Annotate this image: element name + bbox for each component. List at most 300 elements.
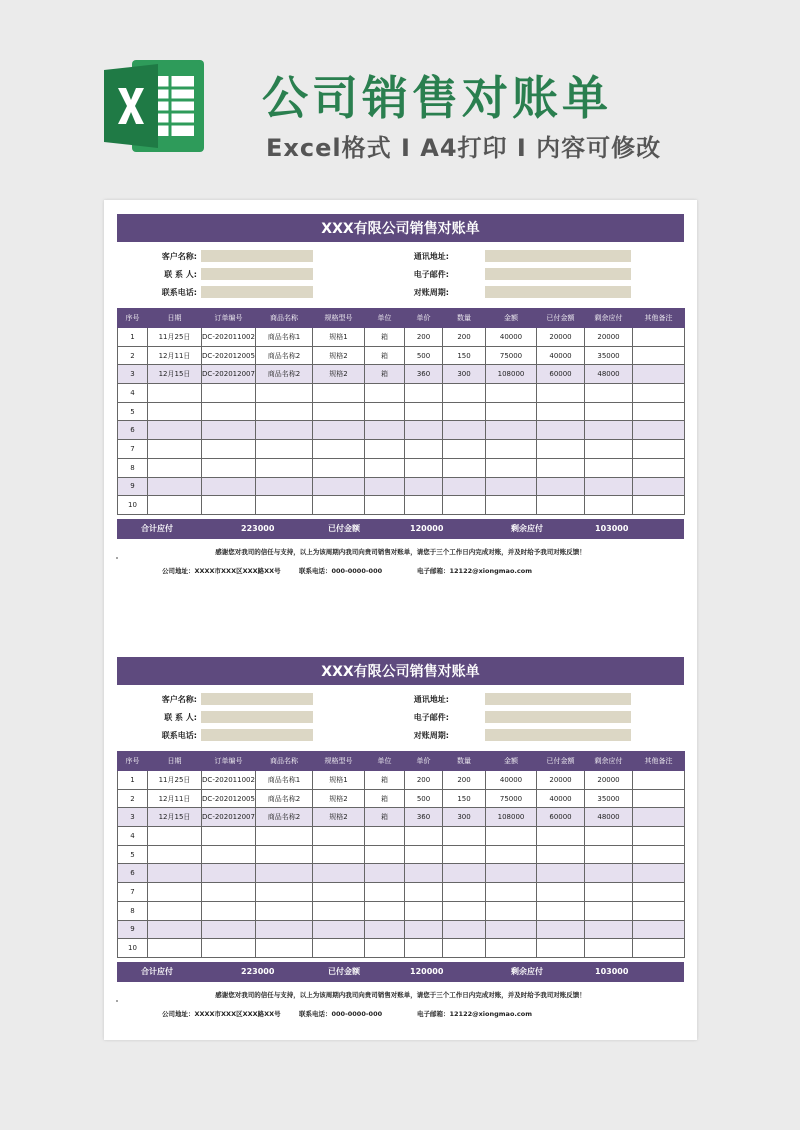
column-header: 已付金额	[537, 309, 585, 328]
table-cell[interactable]	[585, 883, 633, 902]
email-label: 电子邮件:	[413, 713, 449, 722]
table-cell[interactable]: 1	[118, 771, 148, 790]
table-cell[interactable]	[633, 808, 685, 827]
table-cell[interactable]	[148, 864, 202, 883]
table-cell[interactable]: 4	[118, 827, 148, 846]
table-cell[interactable]: 20000	[537, 771, 585, 790]
table-cell[interactable]	[486, 402, 537, 421]
table-cell[interactable]: 12月15日	[148, 808, 202, 827]
table-cell[interactable]	[256, 864, 313, 883]
table-cell[interactable]: 48000	[585, 365, 633, 384]
table-cell[interactable]	[148, 477, 202, 496]
table-cell[interactable]: 300	[443, 808, 486, 827]
table-cell[interactable]: 500	[405, 789, 443, 808]
table-cell[interactable]	[202, 920, 256, 939]
table-cell[interactable]	[537, 496, 585, 515]
table-cell[interactable]	[633, 346, 685, 365]
table-cell[interactable]	[148, 402, 202, 421]
table-cell[interactable]	[537, 440, 585, 459]
table-cell[interactable]	[443, 883, 486, 902]
table-cell[interactable]	[633, 920, 685, 939]
table-cell[interactable]	[148, 883, 202, 902]
table-cell[interactable]	[633, 402, 685, 421]
table-cell[interactable]: 108000	[486, 365, 537, 384]
period-field[interactable]	[485, 286, 631, 298]
table-cell[interactable]	[405, 845, 443, 864]
table-cell[interactable]: 48000	[585, 808, 633, 827]
table-cell[interactable]	[537, 402, 585, 421]
table-cell[interactable]	[256, 827, 313, 846]
table-cell[interactable]	[202, 496, 256, 515]
table-cell[interactable]	[365, 458, 405, 477]
table-cell[interactable]	[537, 384, 585, 403]
table-cell[interactable]	[585, 477, 633, 496]
table-cell[interactable]	[313, 384, 365, 403]
table-cell[interactable]	[202, 883, 256, 902]
table-cell[interactable]	[365, 477, 405, 496]
table-cell[interactable]: 箱	[365, 365, 405, 384]
table-cell[interactable]	[486, 920, 537, 939]
statement-title: XXX有限公司销售对账单	[117, 214, 684, 242]
table-cell[interactable]	[633, 496, 685, 515]
table-cell[interactable]: 150	[443, 346, 486, 365]
table-row	[118, 328, 685, 347]
table-cell[interactable]	[256, 477, 313, 496]
table-cell[interactable]: 4	[118, 384, 148, 403]
table-cell[interactable]: 60000	[537, 365, 585, 384]
table-cell[interactable]: 8	[118, 901, 148, 920]
table-cell[interactable]: 40000	[537, 789, 585, 808]
table-cell[interactable]	[585, 384, 633, 403]
phone-label: 联系电话:	[161, 731, 197, 740]
remaining-due-value: 103000	[595, 967, 629, 977]
table-cell[interactable]	[148, 920, 202, 939]
table-cell[interactable]	[585, 458, 633, 477]
table-cell[interactable]	[537, 845, 585, 864]
customer-name-field[interactable]	[201, 250, 313, 262]
table-cell[interactable]: 300	[443, 365, 486, 384]
column-header: 订单编号	[202, 309, 256, 328]
table-cell[interactable]	[256, 920, 313, 939]
table-cell[interactable]	[537, 458, 585, 477]
table-cell[interactable]: 40000	[486, 771, 537, 790]
table-cell[interactable]	[585, 402, 633, 421]
table-cell[interactable]	[443, 402, 486, 421]
table-cell[interactable]	[365, 920, 405, 939]
table-cell[interactable]: 11月25日	[148, 328, 202, 347]
table-cell[interactable]	[256, 901, 313, 920]
table-cell[interactable]	[313, 864, 365, 883]
table-cell[interactable]: 10	[118, 939, 148, 958]
table-cell[interactable]	[365, 827, 405, 846]
table-cell[interactable]	[443, 901, 486, 920]
table-cell[interactable]	[202, 845, 256, 864]
table-cell[interactable]	[405, 440, 443, 459]
promo-header	[0, 0, 800, 190]
table-cell[interactable]	[633, 827, 685, 846]
table-cell[interactable]: 40000	[537, 346, 585, 365]
table-row	[118, 845, 685, 864]
table-cell[interactable]	[443, 477, 486, 496]
table-cell[interactable]	[313, 845, 365, 864]
table-cell[interactable]: 商品名称2	[256, 808, 313, 827]
table-cell[interactable]	[537, 421, 585, 440]
customer-name-field[interactable]	[201, 693, 313, 705]
table-cell[interactable]	[256, 496, 313, 515]
table-cell[interactable]: 箱	[365, 346, 405, 365]
table-cell[interactable]: 40000	[486, 328, 537, 347]
table-cell[interactable]: 规格1	[313, 771, 365, 790]
table-cell[interactable]	[365, 384, 405, 403]
table-cell[interactable]	[365, 402, 405, 421]
table-cell[interactable]	[405, 402, 443, 421]
table-cell[interactable]	[486, 939, 537, 958]
table-row	[118, 458, 685, 477]
table-cell[interactable]: DC-202011002	[202, 771, 256, 790]
table-cell[interactable]	[202, 901, 256, 920]
table-cell[interactable]	[405, 421, 443, 440]
table-cell[interactable]: 150	[443, 789, 486, 808]
table-cell[interactable]	[537, 827, 585, 846]
table-cell[interactable]	[148, 496, 202, 515]
contact-person-field[interactable]	[201, 268, 313, 280]
table-cell[interactable]	[443, 384, 486, 403]
table-cell[interactable]: 5	[118, 402, 148, 421]
table-cell[interactable]: 11月25日	[148, 771, 202, 790]
table-cell[interactable]	[256, 939, 313, 958]
table-cell[interactable]: 商品名称1	[256, 771, 313, 790]
table-cell[interactable]	[633, 845, 685, 864]
table-cell[interactable]	[585, 496, 633, 515]
table-cell[interactable]: DC-202012005	[202, 789, 256, 808]
table-cell[interactable]	[148, 421, 202, 440]
table-cell[interactable]	[313, 458, 365, 477]
table-cell[interactable]	[585, 864, 633, 883]
table-cell[interactable]	[202, 864, 256, 883]
table-cell[interactable]	[365, 421, 405, 440]
column-header: 订单编号	[202, 752, 256, 771]
table-cell[interactable]	[313, 827, 365, 846]
table-cell[interactable]	[585, 920, 633, 939]
table-cell[interactable]	[256, 402, 313, 421]
table-cell[interactable]: 箱	[365, 328, 405, 347]
table-row	[118, 827, 685, 846]
table-cell[interactable]	[486, 421, 537, 440]
table-cell[interactable]	[633, 458, 685, 477]
table-cell[interactable]: 500	[405, 346, 443, 365]
table-cell[interactable]: 9	[118, 920, 148, 939]
table-cell[interactable]	[486, 845, 537, 864]
table-cell[interactable]: DC-202012007	[202, 365, 256, 384]
email-field[interactable]	[485, 711, 631, 723]
table-cell[interactable]	[313, 883, 365, 902]
table-cell[interactable]	[633, 440, 685, 459]
table-cell[interactable]: 规格2	[313, 789, 365, 808]
table-cell[interactable]: 箱	[365, 808, 405, 827]
table-cell[interactable]	[405, 901, 443, 920]
table-cell[interactable]: DC-202012007	[202, 808, 256, 827]
column-header: 序号	[118, 309, 148, 328]
table-cell[interactable]: 3	[118, 808, 148, 827]
table-cell[interactable]	[633, 771, 685, 790]
email-label: 电子邮件:	[413, 270, 449, 279]
table-cell[interactable]: 7	[118, 883, 148, 902]
table-cell[interactable]	[148, 827, 202, 846]
table-cell[interactable]: 75000	[486, 789, 537, 808]
table-cell[interactable]	[365, 939, 405, 958]
table-cell[interactable]	[405, 477, 443, 496]
table-cell[interactable]: 7	[118, 440, 148, 459]
table-cell[interactable]	[313, 402, 365, 421]
table-cell[interactable]	[486, 864, 537, 883]
table-cell[interactable]	[633, 477, 685, 496]
table-cell[interactable]: DC-202011002	[202, 328, 256, 347]
table-cell[interactable]	[313, 477, 365, 496]
table-cell[interactable]: 5	[118, 845, 148, 864]
table-cell[interactable]	[486, 440, 537, 459]
column-header: 规格型号	[313, 309, 365, 328]
table-cell[interactable]: 商品名称1	[256, 328, 313, 347]
table-cell[interactable]	[313, 496, 365, 515]
table-cell[interactable]	[585, 845, 633, 864]
table-cell[interactable]	[486, 477, 537, 496]
table-cell[interactable]	[443, 421, 486, 440]
table-cell[interactable]: 60000	[537, 808, 585, 827]
table-cell[interactable]: 商品名称2	[256, 346, 313, 365]
table-cell[interactable]	[443, 440, 486, 459]
table-cell[interactable]	[365, 440, 405, 459]
table-cell[interactable]: 规格2	[313, 346, 365, 365]
table-row	[118, 939, 685, 958]
table-cell[interactable]	[202, 827, 256, 846]
excel-logo-icon	[104, 60, 204, 152]
email-field[interactable]	[485, 268, 631, 280]
contact-person-field[interactable]	[201, 711, 313, 723]
table-cell[interactable]: 108000	[486, 808, 537, 827]
table-cell[interactable]	[405, 384, 443, 403]
column-header: 商品名称	[256, 752, 313, 771]
phone-field[interactable]	[201, 286, 313, 298]
table-cell[interactable]	[202, 440, 256, 459]
table-cell[interactable]	[202, 458, 256, 477]
table-cell[interactable]	[405, 883, 443, 902]
table-cell[interactable]: 200	[405, 771, 443, 790]
table-cell[interactable]	[633, 384, 685, 403]
table-cell[interactable]	[443, 845, 486, 864]
table-cell[interactable]: 12月11日	[148, 346, 202, 365]
table-cell[interactable]: 2	[118, 346, 148, 365]
table-cell[interactable]	[365, 864, 405, 883]
table-cell[interactable]	[256, 440, 313, 459]
table-cell[interactable]: 360	[405, 808, 443, 827]
column-header: 单价	[405, 309, 443, 328]
table-cell[interactable]: 200	[443, 771, 486, 790]
table-cell[interactable]: 3	[118, 365, 148, 384]
table-cell[interactable]	[585, 421, 633, 440]
table-row	[118, 496, 685, 515]
thanks-note: 感谢您对我司的信任与支持，以上为该周期内我司向贵司销售对账单，请您于三个工作日内完成对账，并及时给予我司对账反馈！	[215, 547, 586, 556]
table-cell[interactable]: 20000	[585, 771, 633, 790]
table-cell[interactable]	[486, 384, 537, 403]
table-cell[interactable]	[633, 365, 685, 384]
table-cell[interactable]: 6	[118, 864, 148, 883]
table-cell[interactable]	[202, 477, 256, 496]
table-cell[interactable]	[313, 901, 365, 920]
table-cell[interactable]	[405, 827, 443, 846]
table-cell[interactable]: 9	[118, 477, 148, 496]
address-field[interactable]	[485, 693, 631, 705]
table-cell[interactable]	[537, 939, 585, 958]
paid-amount-value: 120000	[410, 967, 444, 977]
table-cell[interactable]	[633, 328, 685, 347]
table-cell[interactable]	[405, 939, 443, 958]
table-cell[interactable]	[443, 939, 486, 958]
table-cell[interactable]: 1	[118, 328, 148, 347]
table-row	[118, 440, 685, 459]
table-cell[interactable]	[633, 901, 685, 920]
table-cell[interactable]	[537, 864, 585, 883]
table-cell[interactable]: 35000	[585, 789, 633, 808]
table-cell[interactable]	[585, 440, 633, 459]
table-row	[118, 421, 685, 440]
table-cell[interactable]	[633, 421, 685, 440]
table-cell[interactable]: 75000	[486, 346, 537, 365]
table-cell[interactable]	[537, 883, 585, 902]
table-cell[interactable]: 20000	[585, 328, 633, 347]
table-cell[interactable]	[443, 458, 486, 477]
phone-field[interactable]	[201, 729, 313, 741]
table-cell[interactable]: 360	[405, 365, 443, 384]
table-cell[interactable]	[313, 920, 365, 939]
column-header: 序号	[118, 752, 148, 771]
table-cell[interactable]	[313, 440, 365, 459]
company-contact	[117, 566, 684, 580]
table-cell[interactable]	[405, 458, 443, 477]
table-cell[interactable]	[443, 827, 486, 846]
table-cell[interactable]	[537, 920, 585, 939]
remaining-due-label: 剩余应付	[511, 967, 543, 977]
table-cell[interactable]	[148, 458, 202, 477]
table-cell[interactable]	[537, 477, 585, 496]
table-cell[interactable]	[202, 384, 256, 403]
table-cell[interactable]	[148, 901, 202, 920]
table-cell[interactable]	[633, 864, 685, 883]
table-cell[interactable]	[443, 496, 486, 515]
table-cell[interactable]: 箱	[365, 771, 405, 790]
table-cell[interactable]: 2	[118, 789, 148, 808]
table-cell[interactable]	[256, 421, 313, 440]
table-row	[118, 402, 685, 421]
table-cell[interactable]: 规格2	[313, 808, 365, 827]
table-cell[interactable]: 规格2	[313, 365, 365, 384]
total-due-label: 合计应付	[141, 524, 173, 534]
address-field[interactable]	[485, 250, 631, 262]
table-cell[interactable]	[633, 789, 685, 808]
table-header-row	[118, 752, 685, 771]
table-cell[interactable]	[443, 864, 486, 883]
address-label: 通讯地址:	[413, 695, 449, 704]
table-cell[interactable]	[585, 827, 633, 846]
period-field[interactable]	[485, 729, 631, 741]
table-cell[interactable]	[202, 421, 256, 440]
table-cell[interactable]	[202, 939, 256, 958]
company-address: 公司地址：XXXX市XXX区XXX路XX号	[162, 1009, 281, 1018]
table-cell[interactable]: 20000	[537, 328, 585, 347]
column-header: 数量	[443, 752, 486, 771]
customer-info	[117, 250, 684, 308]
table-cell[interactable]	[486, 901, 537, 920]
table-cell[interactable]	[486, 883, 537, 902]
page-title: 公司销售对账单	[262, 71, 612, 125]
table-cell[interactable]	[633, 939, 685, 958]
column-header: 商品名称	[256, 309, 313, 328]
table-cell[interactable]	[405, 496, 443, 515]
phone-label: 联系电话:	[161, 288, 197, 297]
table-cell[interactable]: 200	[443, 328, 486, 347]
table-cell[interactable]: 35000	[585, 346, 633, 365]
table-cell[interactable]: 12月11日	[148, 789, 202, 808]
table-cell[interactable]	[486, 496, 537, 515]
table-cell[interactable]	[443, 920, 486, 939]
table-cell[interactable]: 8	[118, 458, 148, 477]
table-cell[interactable]: 12月15日	[148, 365, 202, 384]
table-cell[interactable]: DC-202012005	[202, 346, 256, 365]
column-header: 日期	[148, 309, 202, 328]
statement-sheet-1	[117, 214, 684, 580]
table-cell[interactable]	[585, 939, 633, 958]
table-cell[interactable]	[405, 920, 443, 939]
table-cell[interactable]	[148, 440, 202, 459]
page-subtitle: Excel格式 I A4打印 I 内容可修改	[266, 134, 662, 162]
table-cell[interactable]	[313, 421, 365, 440]
table-cell[interactable]	[148, 384, 202, 403]
table-cell[interactable]	[256, 458, 313, 477]
table-cell[interactable]	[202, 402, 256, 421]
table-cell[interactable]	[148, 939, 202, 958]
table-cell[interactable]	[256, 883, 313, 902]
table-cell[interactable]	[313, 939, 365, 958]
table-cell[interactable]	[148, 845, 202, 864]
customer-name-label: 客户名称:	[161, 695, 197, 704]
table-cell[interactable]	[365, 496, 405, 515]
table-cell[interactable]: 商品名称2	[256, 365, 313, 384]
table-cell[interactable]	[633, 883, 685, 902]
table-cell[interactable]: 商品名称2	[256, 789, 313, 808]
total-due-value: 223000	[241, 524, 275, 534]
table-cell[interactable]: 10	[118, 496, 148, 515]
column-header: 规格型号	[313, 752, 365, 771]
table-cell[interactable]	[486, 458, 537, 477]
table-cell[interactable]: 200	[405, 328, 443, 347]
table-cell[interactable]	[365, 883, 405, 902]
table-cell[interactable]: 6	[118, 421, 148, 440]
company-phone: 联系电话：000-0000-000	[299, 566, 383, 575]
column-header: 日期	[148, 752, 202, 771]
table-cell[interactable]	[537, 901, 585, 920]
table-cell[interactable]	[365, 901, 405, 920]
table-cell[interactable]	[486, 827, 537, 846]
table-cell[interactable]: 箱	[365, 789, 405, 808]
table-cell[interactable]	[256, 845, 313, 864]
company-contact	[117, 1009, 684, 1023]
table-row	[118, 883, 685, 902]
table-cell[interactable]	[585, 901, 633, 920]
table-cell[interactable]	[405, 864, 443, 883]
table-cell[interactable]: 规格1	[313, 328, 365, 347]
table-cell[interactable]	[365, 845, 405, 864]
column-header: 剩余应付	[585, 309, 633, 328]
table-cell[interactable]	[256, 384, 313, 403]
